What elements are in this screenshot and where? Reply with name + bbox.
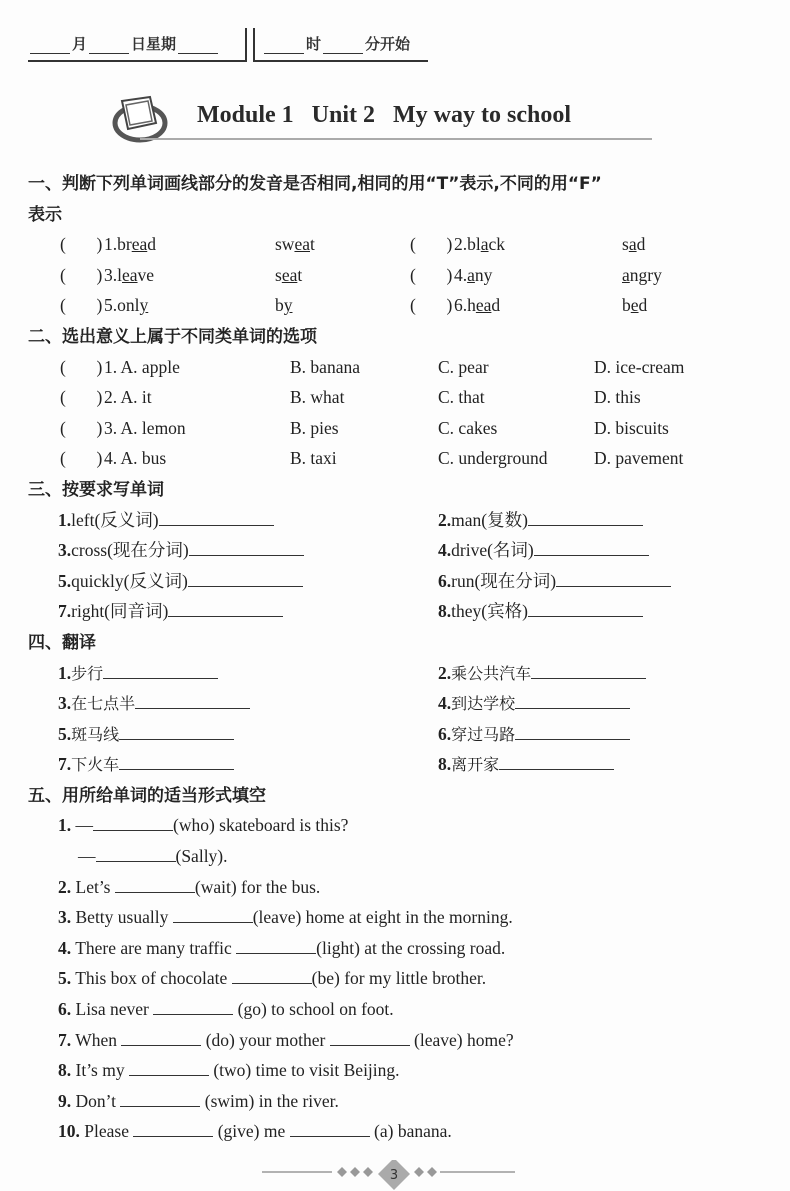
word-pre: h bbox=[467, 295, 476, 316]
question-item bbox=[438, 658, 646, 690]
sentence-text: Betty usually bbox=[75, 907, 173, 928]
question-prompt: drive(名词) bbox=[451, 540, 534, 561]
question-number: 6. bbox=[454, 295, 468, 316]
divider bbox=[253, 60, 428, 62]
question-number: 6. bbox=[438, 723, 452, 744]
title-rule bbox=[140, 138, 652, 140]
word-pre: onl bbox=[117, 295, 140, 316]
question-prompt: they(宾格) bbox=[451, 601, 528, 622]
question-item bbox=[58, 902, 513, 933]
question-number: 2. bbox=[104, 387, 118, 408]
question-number: 7. bbox=[58, 754, 72, 775]
answer-blank[interactable] bbox=[515, 690, 630, 709]
answer-blank[interactable] bbox=[232, 965, 312, 984]
question-number: 4. bbox=[438, 540, 452, 561]
question-number: 4. bbox=[438, 693, 452, 714]
question-number: 7. bbox=[58, 601, 72, 622]
answer-parens[interactable]: ( ) bbox=[60, 295, 103, 316]
word-post: ny bbox=[474, 264, 493, 285]
section-heading bbox=[0, 627, 790, 658]
exercises bbox=[0, 168, 790, 1147]
word-post: d bbox=[636, 234, 646, 255]
word bbox=[117, 234, 156, 254]
answer-blank[interactable] bbox=[93, 812, 173, 831]
page-footer bbox=[0, 1160, 790, 1191]
answer-blank[interactable] bbox=[96, 843, 176, 862]
sentence-text: (leave) home? bbox=[409, 1029, 514, 1050]
section-heading: 五、用所给单词的适当形式填空 bbox=[28, 785, 266, 806]
answer-parens[interactable]: ( ) bbox=[60, 387, 103, 408]
word bbox=[275, 295, 293, 315]
question-item bbox=[438, 688, 630, 720]
answer-parens[interactable]: ( ) bbox=[60, 417, 103, 438]
word-post: ve bbox=[137, 264, 155, 285]
word-b-wrap bbox=[622, 229, 645, 260]
question-item bbox=[58, 1116, 452, 1147]
day-blank[interactable] bbox=[89, 35, 129, 54]
question-item bbox=[410, 260, 492, 291]
question-prompt: 在七点半 bbox=[71, 694, 136, 714]
section-heading: 二、选出意义上属于不同类单词的选项 bbox=[28, 326, 317, 347]
option-a[interactable]: A. lemon bbox=[120, 417, 186, 438]
word bbox=[275, 265, 302, 285]
answer-blank[interactable] bbox=[528, 507, 643, 526]
question-number: 3. bbox=[58, 540, 72, 561]
word-ul: a bbox=[467, 264, 475, 285]
section-heading: 三、按要求写单词 bbox=[28, 479, 164, 500]
word-b-wrap bbox=[275, 260, 302, 291]
answer-parens[interactable]: ( ) bbox=[60, 264, 103, 285]
question-number: 9. bbox=[58, 1090, 72, 1111]
question-row bbox=[0, 1055, 790, 1086]
sentence-text: Don’t bbox=[75, 1090, 121, 1111]
option-b[interactable]: B. banana bbox=[290, 356, 360, 377]
question-item bbox=[58, 535, 304, 566]
question-item bbox=[60, 260, 154, 291]
sentence-text: Lisa never bbox=[75, 999, 154, 1020]
question-row bbox=[0, 290, 790, 321]
word-ul: ea bbox=[122, 264, 138, 285]
word-ul: a bbox=[628, 234, 637, 255]
question-item bbox=[58, 994, 394, 1025]
question-item bbox=[438, 535, 649, 566]
question-number: 6. bbox=[58, 999, 72, 1020]
question-number: 5. bbox=[58, 968, 72, 989]
option-c[interactable]: C. pear bbox=[438, 356, 489, 377]
question-number: 4. bbox=[454, 264, 468, 285]
divider bbox=[253, 28, 255, 62]
question-row bbox=[0, 443, 790, 474]
question-row bbox=[0, 902, 790, 933]
question-row bbox=[0, 749, 790, 780]
question-row bbox=[0, 566, 790, 597]
sentence-text: (two) time to visit Beijing. bbox=[208, 1060, 400, 1081]
question-item bbox=[58, 688, 250, 720]
word-pre: bl bbox=[467, 234, 481, 255]
option-c[interactable]: C. cakes bbox=[438, 417, 498, 438]
question-number: 8. bbox=[58, 1060, 72, 1081]
word-b-wrap bbox=[622, 260, 662, 291]
question-prompt: run(现在分词) bbox=[451, 570, 557, 591]
question-row bbox=[0, 260, 790, 291]
question-item bbox=[60, 443, 166, 474]
question-prompt: 穿过马路 bbox=[451, 724, 516, 744]
sentence-text: (be) for my little brother. bbox=[311, 968, 487, 989]
question-prompt: right(同音词) bbox=[71, 601, 169, 622]
page-title: Module 1 Unit 2 My way to school bbox=[197, 102, 571, 128]
sentence-text: (Sally). bbox=[175, 846, 228, 867]
question-row bbox=[0, 810, 790, 841]
answer-blank[interactable] bbox=[115, 874, 195, 893]
sentence-text: Let’s bbox=[75, 876, 115, 897]
question-item bbox=[58, 933, 505, 964]
question-item bbox=[60, 413, 186, 444]
word-b-wrap bbox=[275, 290, 293, 321]
word-pre: s bbox=[275, 264, 282, 285]
option-d[interactable]: D. this bbox=[594, 387, 641, 408]
question-row bbox=[0, 352, 790, 383]
word bbox=[467, 265, 492, 285]
word-b-wrap bbox=[622, 290, 647, 321]
word bbox=[622, 234, 645, 254]
question-row bbox=[0, 1025, 790, 1056]
weekday-blank[interactable] bbox=[178, 35, 218, 54]
option-b[interactable]: B. pies bbox=[290, 417, 339, 438]
option-a[interactable]: A. apple bbox=[120, 356, 180, 377]
word-ul: ea bbox=[294, 234, 310, 255]
question-item bbox=[438, 596, 643, 627]
option-d[interactable]: D. pavement bbox=[594, 448, 684, 469]
question-row bbox=[0, 596, 790, 627]
answer-blank[interactable] bbox=[129, 1057, 209, 1076]
sentence-text: (go) to school on foot. bbox=[233, 999, 394, 1020]
word-pre: br bbox=[117, 234, 132, 255]
word-b-wrap bbox=[275, 229, 315, 260]
question-item bbox=[58, 1055, 400, 1086]
word bbox=[467, 234, 505, 254]
answer-blank[interactable] bbox=[173, 904, 253, 923]
question-number: 10. bbox=[58, 1121, 80, 1142]
answer-blank[interactable] bbox=[534, 537, 649, 556]
section-heading: 一、判断下列单词画线部分的发音是否相同,相同的用“T”表示,不同的用“F” bbox=[28, 174, 602, 194]
word-ul: ea bbox=[131, 234, 148, 255]
question-item bbox=[410, 290, 500, 321]
question-item bbox=[58, 1025, 514, 1056]
question-row bbox=[0, 963, 790, 994]
answer-blank[interactable] bbox=[121, 1027, 201, 1046]
question-item bbox=[58, 505, 274, 536]
sentence-text: (a) banana. bbox=[369, 1121, 452, 1142]
question-prompt: man(复数) bbox=[451, 509, 528, 530]
question-row bbox=[0, 535, 790, 566]
question-row bbox=[0, 994, 790, 1025]
question-item bbox=[60, 382, 152, 413]
answer-blank[interactable] bbox=[236, 935, 316, 954]
question-number: 4. bbox=[104, 448, 118, 469]
question-item bbox=[438, 719, 630, 751]
word bbox=[622, 295, 647, 315]
word-ul: e bbox=[630, 295, 639, 316]
word-post: t bbox=[297, 264, 303, 285]
minute-blank[interactable] bbox=[323, 35, 363, 54]
answer-blank[interactable] bbox=[119, 751, 234, 770]
month-blank[interactable] bbox=[30, 35, 70, 54]
question-row bbox=[0, 1086, 790, 1117]
word-pre: b bbox=[275, 295, 284, 316]
answer-blank[interactable] bbox=[135, 690, 250, 709]
question-row bbox=[0, 505, 790, 536]
word-post: d bbox=[147, 234, 156, 255]
question-row bbox=[0, 229, 790, 260]
answer-parens[interactable]: ( ) bbox=[60, 448, 103, 469]
word-pre: s bbox=[622, 234, 629, 255]
question-row bbox=[0, 658, 790, 689]
section-heading: 四、翻译 bbox=[28, 632, 96, 653]
section-heading bbox=[0, 474, 790, 505]
answer-blank[interactable] bbox=[168, 598, 283, 617]
section-heading bbox=[0, 168, 790, 199]
minute-start-label: 分开始 bbox=[365, 35, 411, 53]
word-post: ck bbox=[488, 234, 506, 255]
answer-blank[interactable] bbox=[159, 507, 274, 526]
question-prompt: 乘公共汽车 bbox=[451, 663, 532, 683]
word bbox=[622, 265, 662, 285]
sentence-text: It’s my bbox=[75, 1060, 129, 1081]
question-number: 4. bbox=[58, 937, 72, 958]
section-heading bbox=[0, 780, 790, 811]
month-label: 月 bbox=[72, 35, 88, 53]
question-number: 5. bbox=[104, 295, 118, 316]
question-item bbox=[438, 566, 671, 597]
sentence-text: — bbox=[75, 815, 93, 836]
sentence-text: (light) at the crossing road. bbox=[316, 937, 506, 958]
answer-blank[interactable] bbox=[103, 660, 218, 679]
option-b[interactable]: B. what bbox=[290, 387, 345, 408]
word-post: d bbox=[638, 295, 648, 316]
answer-blank[interactable] bbox=[330, 1027, 410, 1046]
answer-blank[interactable] bbox=[499, 751, 614, 770]
question-prompt: left(反义词) bbox=[71, 509, 159, 530]
question-number: 8. bbox=[438, 601, 452, 622]
date-field bbox=[28, 30, 220, 54]
question-prompt: 下火车 bbox=[71, 755, 120, 775]
question-number: 2. bbox=[438, 662, 452, 683]
question-number: 5. bbox=[58, 723, 72, 744]
option-b[interactable]: B. taxi bbox=[290, 448, 337, 469]
sentence-text: Please bbox=[84, 1121, 134, 1142]
question-prompt: 离开家 bbox=[451, 755, 500, 775]
answer-blank[interactable] bbox=[188, 568, 303, 587]
answer-blank[interactable] bbox=[531, 660, 646, 679]
hour-blank[interactable] bbox=[264, 35, 304, 54]
question-item bbox=[60, 229, 156, 260]
question-item bbox=[58, 749, 234, 781]
sentence-text: — bbox=[78, 846, 96, 867]
question-row bbox=[0, 413, 790, 444]
word-pre: l bbox=[117, 264, 122, 285]
sentence-text: (give) me bbox=[213, 1121, 290, 1142]
question-number: 5. bbox=[58, 570, 72, 591]
word-post: t bbox=[310, 234, 315, 255]
question-item bbox=[410, 229, 505, 260]
section-heading bbox=[0, 199, 790, 230]
question-number: 1. bbox=[58, 662, 72, 683]
question-row bbox=[0, 1116, 790, 1147]
word-ul: ea bbox=[475, 295, 492, 316]
hour-label: 时 bbox=[306, 35, 322, 53]
question-number: 3. bbox=[104, 417, 118, 438]
question-number: 2. bbox=[58, 876, 72, 897]
question-number: 2. bbox=[454, 234, 468, 255]
question-item bbox=[438, 505, 643, 536]
question-number: 1. bbox=[58, 815, 72, 836]
time-field bbox=[262, 30, 410, 54]
answer-blank[interactable] bbox=[119, 721, 234, 740]
question-item bbox=[78, 841, 228, 872]
question-number: 6. bbox=[438, 570, 452, 591]
sentence-text: (who) skateboard is this? bbox=[173, 815, 349, 836]
word bbox=[117, 295, 148, 315]
question-number: 1. bbox=[104, 234, 118, 255]
sentence-text: This box of chocolate bbox=[75, 968, 232, 989]
word-ul: a bbox=[622, 264, 630, 285]
option-a[interactable]: A. bus bbox=[120, 448, 167, 469]
question-prompt: cross(现在分词) bbox=[71, 540, 189, 561]
question-number: 1. bbox=[58, 509, 72, 530]
question-row bbox=[0, 872, 790, 903]
word-post: d bbox=[491, 295, 501, 316]
question-item bbox=[58, 566, 303, 597]
answer-parens[interactable]: ( ) bbox=[410, 264, 453, 285]
word-pre: sw bbox=[275, 234, 295, 255]
word-post: ngry bbox=[629, 264, 662, 285]
word-ul: a bbox=[480, 234, 489, 255]
answer-blank[interactable] bbox=[528, 598, 643, 617]
question-number: 8. bbox=[438, 754, 452, 775]
page-number: 3 bbox=[389, 1168, 399, 1183]
option-d[interactable]: D. ice-cream bbox=[594, 356, 685, 377]
question-prompt: 到达学校 bbox=[451, 694, 516, 714]
word-ul: y bbox=[139, 295, 149, 316]
question-prompt: quickly(反义词) bbox=[71, 570, 188, 591]
question-number: 3. bbox=[104, 264, 118, 285]
day-week-label: 日星期 bbox=[131, 35, 177, 53]
answer-blank[interactable] bbox=[189, 537, 304, 556]
answer-blank[interactable] bbox=[556, 568, 671, 587]
divider bbox=[28, 60, 246, 62]
sentence-text: (swim) in the river. bbox=[200, 1090, 339, 1111]
option-c[interactable]: C. that bbox=[438, 387, 485, 408]
answer-blank[interactable] bbox=[515, 721, 630, 740]
answer-parens[interactable]: ( ) bbox=[410, 295, 453, 316]
question-item bbox=[58, 596, 283, 627]
question-row bbox=[0, 688, 790, 719]
sentence-text: When bbox=[75, 1029, 122, 1050]
word bbox=[467, 295, 500, 315]
question-item bbox=[438, 749, 614, 781]
option-d[interactable]: D. biscuits bbox=[594, 417, 669, 438]
sentence-text: There are many traffic bbox=[75, 937, 237, 958]
answer-parens[interactable]: ( ) bbox=[60, 234, 103, 255]
sentence-text: (leave) home at eight in the morning. bbox=[252, 907, 513, 928]
answer-blank[interactable] bbox=[153, 996, 233, 1015]
question-number: 2. bbox=[438, 509, 452, 530]
sentence-text: (do) your mother bbox=[201, 1029, 330, 1050]
section-heading bbox=[0, 321, 790, 352]
question-prompt: 步行 bbox=[71, 663, 104, 683]
answer-blank[interactable] bbox=[290, 1118, 370, 1137]
question-item bbox=[58, 963, 486, 994]
word bbox=[275, 234, 315, 254]
answer-parens[interactable]: ( ) bbox=[410, 234, 453, 255]
word-ul: y bbox=[283, 295, 293, 316]
question-row bbox=[0, 841, 790, 872]
question-number: 3. bbox=[58, 907, 72, 928]
option-c[interactable]: C. underground bbox=[438, 448, 548, 469]
question-row bbox=[0, 933, 790, 964]
question-item bbox=[60, 290, 148, 321]
divider bbox=[245, 28, 247, 62]
question-item bbox=[58, 872, 320, 903]
option-a[interactable]: A. it bbox=[120, 387, 152, 408]
question-prompt: 斑马线 bbox=[71, 724, 120, 744]
question-item bbox=[58, 658, 218, 690]
question-item bbox=[60, 352, 180, 383]
question-row bbox=[0, 719, 790, 750]
book-icon bbox=[112, 93, 170, 143]
answer-blank[interactable] bbox=[120, 1088, 200, 1107]
question-item bbox=[58, 719, 234, 751]
sentence-text: (wait) for the bus. bbox=[194, 876, 321, 897]
word-ul: ea bbox=[281, 264, 298, 285]
question-item bbox=[58, 1086, 339, 1117]
question-number: 1. bbox=[104, 356, 118, 377]
section-heading-cont: 表示 bbox=[28, 204, 62, 225]
answer-blank[interactable] bbox=[133, 1118, 213, 1137]
question-number: 3. bbox=[58, 693, 72, 714]
question-number: 7. bbox=[58, 1029, 72, 1050]
word-pre: b bbox=[622, 295, 631, 316]
answer-parens[interactable]: ( ) bbox=[60, 356, 103, 377]
question-row bbox=[0, 382, 790, 413]
question-item bbox=[58, 810, 348, 841]
word bbox=[117, 265, 154, 285]
